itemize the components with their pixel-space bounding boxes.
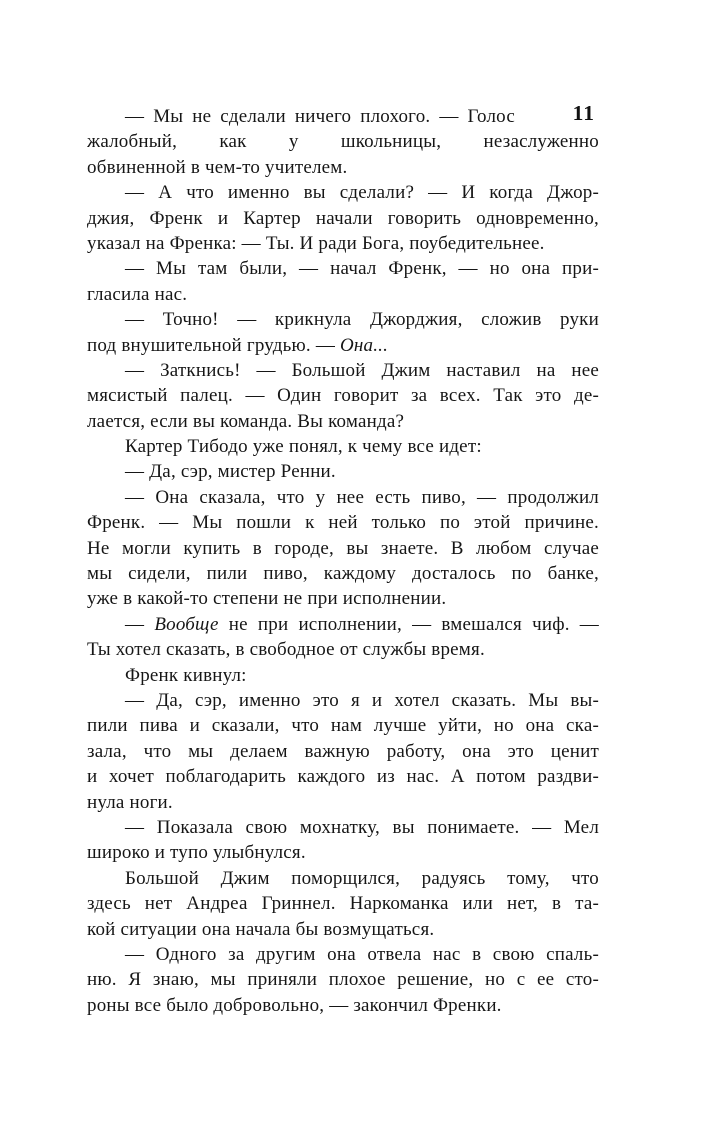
text-line <box>87 104 599 129</box>
paragraph <box>87 942 599 1018</box>
text-line <box>87 866 599 891</box>
text-line <box>87 764 599 789</box>
body-text: здесь нет Андреа Гриннел. Наркоманка или нет, в та- <box>87 893 599 915</box>
body-text: Не могли купить в городе, вы знаете. В любом случае <box>87 537 599 559</box>
text-line <box>87 307 599 332</box>
body-text: Ты хотел сказать, в свободное от службы время. <box>87 639 485 661</box>
body-text: — Она сказала, что у нее есть пиво, — продолжил <box>125 486 599 508</box>
text-line <box>87 967 599 992</box>
body-text: пили пива и сказали, что нам лучше уйти, но она ска- <box>87 715 599 737</box>
body-text: Френк кивнул: <box>125 664 247 686</box>
paragraph <box>87 688 599 815</box>
body-text: обвиненной в чем-то учителем. <box>87 156 348 178</box>
page-number: 11 <box>572 101 595 125</box>
body-text: зала, что мы делаем важную работу, она это ценит <box>87 740 599 762</box>
paragraph <box>87 612 599 663</box>
body-text: джия, Френк и Картер начали говорить одновременно, <box>87 207 599 229</box>
body-text: мясистый палец. — Один говорит за всех. Так это де- <box>87 385 599 407</box>
body-text: и хочет поблагодарить каждого из нас. А потом раздви- <box>87 766 599 788</box>
paragraph <box>87 104 599 180</box>
text-line <box>87 383 599 408</box>
text-line <box>87 256 599 281</box>
body-text: кой ситуации она начала бы возмущаться. <box>87 918 435 940</box>
paragraph <box>87 307 599 358</box>
text-line <box>87 586 599 611</box>
text-line <box>87 282 599 307</box>
text-line <box>87 561 599 586</box>
text-line <box>87 739 599 764</box>
paragraph <box>87 663 599 688</box>
body-text: гласила нас. <box>87 283 188 305</box>
body-text: Картер Тибодо уже понял, к чему все идет: <box>125 436 482 458</box>
body-text: уже в какой-то степени не при исполнении. <box>87 588 447 610</box>
paragraph <box>87 180 599 256</box>
body-text: нула ноги. <box>87 791 173 813</box>
paragraph <box>87 815 599 866</box>
paragraph-container <box>87 104 599 1018</box>
body-text: — <box>125 613 155 635</box>
text-line <box>87 815 599 840</box>
body-text: под внушительной грудью. — <box>87 334 340 356</box>
text-line <box>87 917 599 942</box>
body-text: — Да, сэр, именно это я и хотел сказать. Мы вы- <box>125 689 599 711</box>
paragraph <box>87 256 599 307</box>
text-line <box>87 510 599 535</box>
text-line <box>87 840 599 865</box>
italic-text: Она... <box>339 334 389 356</box>
italic-text: Вообще <box>154 613 219 635</box>
body-text: — Одного за другим она отвела нас в свою спаль- <box>125 943 599 965</box>
body-text: — Показала свою мохнатку, вы понимаете. — Мел <box>125 816 599 838</box>
body-text: — Мы не сделали ничего плохого. — Голос <box>125 106 515 127</box>
body-text: жалобный, как у школьницы, незаслуженно <box>87 131 599 153</box>
body-text: широко и тупо улыбнулся. <box>87 842 306 864</box>
body-text: не при исполнении, — вмешался чиф. — <box>218 613 599 635</box>
text-line <box>87 891 599 916</box>
paragraph <box>87 866 599 942</box>
body-text: — А что именно вы сделали? — И когда Джор- <box>125 182 599 204</box>
body-text: — Точно! — крикнула Джорджия, сложив руки <box>125 309 599 331</box>
text-line <box>87 358 599 383</box>
body-text: — Заткнись! — Большой Джим наставил на нее <box>125 359 599 381</box>
text-line <box>87 206 599 231</box>
text-line <box>87 485 599 510</box>
text-line <box>87 129 599 154</box>
body-text: лается, если вы команда. Вы команда? <box>87 410 405 432</box>
text-line <box>87 409 599 434</box>
body-text: роны все было добровольно, — закончил Френки. <box>87 994 502 1016</box>
body-text: Большой Джим поморщился, радуясь тому, что <box>125 867 599 889</box>
text-line <box>87 333 599 358</box>
text-line <box>87 688 599 713</box>
body-text: — Мы там были, — начал Френк, — но она при- <box>125 258 599 280</box>
body-text: Френк. — Мы пошли к ней только по этой причине. <box>87 512 599 534</box>
text-line <box>87 459 599 484</box>
text-block <box>87 101 599 1018</box>
text-line <box>87 612 599 637</box>
paragraph <box>87 358 599 434</box>
body-text: ню. Я знаю, мы приняли плохое решение, но с ее сто- <box>87 969 599 991</box>
text-line <box>87 790 599 815</box>
text-line <box>87 536 599 561</box>
body-text: — Да, сэр, мистер Ренни. <box>125 461 336 483</box>
text-line <box>87 231 599 256</box>
text-line <box>87 663 599 688</box>
body-text: указал на Френка: — Ты. И ради Бога, поубедительнее. <box>87 232 545 254</box>
body-text: мы сидели, пили пиво, каждому досталось по банке, <box>87 563 599 585</box>
paragraph <box>87 434 599 459</box>
paragraph <box>87 459 599 484</box>
text-line <box>87 942 599 967</box>
text-line <box>87 993 599 1018</box>
paragraph <box>87 485 599 612</box>
text-line <box>87 434 599 459</box>
text-line <box>87 713 599 738</box>
text-line <box>87 155 599 180</box>
text-line <box>87 637 599 662</box>
text-line <box>87 180 599 205</box>
